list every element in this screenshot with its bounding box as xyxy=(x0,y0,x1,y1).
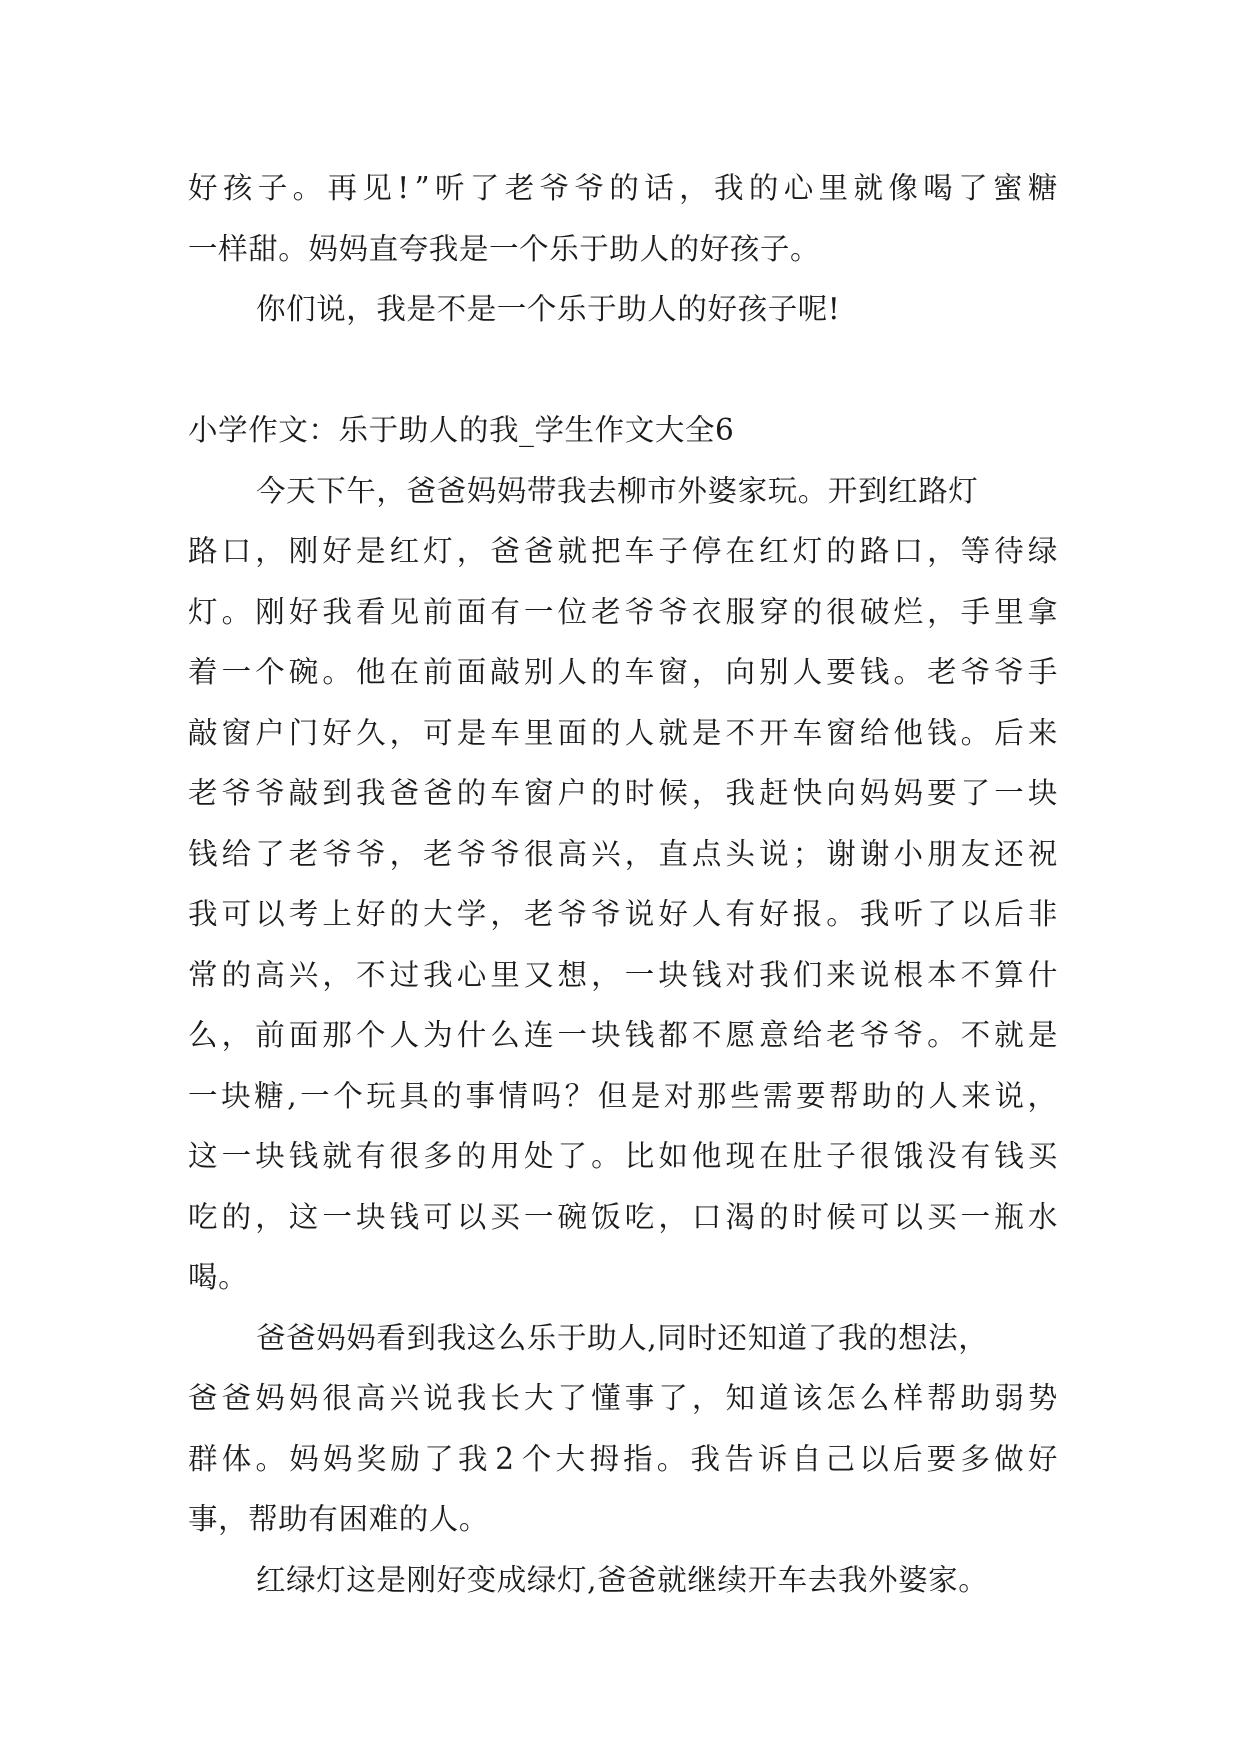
text-line: 喝。 xyxy=(188,1260,249,1294)
text-line: 群 体 。 妈 妈 奖 励 了 我 2 个 大 拇 指 。 我 告 诉 自 己 以 后 要 多 做 好 xyxy=(188,1441,1058,1476)
text-line: 爸 爸 妈 妈 很 高 兴 说 我 长 大 了 懂 事 了 ， 知 道 该 怎 么 样 帮 助 弱 势 xyxy=(188,1381,1058,1415)
text-line: 么 ， 前 面 那 个 人 为 什 么 连 一 块 钱 都 不 愿 意 给 老 爷 爷 。 不 就 是 xyxy=(188,1018,1058,1052)
paragraph-3 xyxy=(188,1550,1058,1611)
text-line: 常 的 高 兴 ， 不 过 我 心 里 又 想 ， 一 块 钱 对 我 们 来 说 根 本 不 算 什 xyxy=(188,957,1058,992)
text-line: 我 可 以 考 上 好 的 大 学 ， 老 爷 爷 说 好 人 有 好 报 。 我 听 了 以 后 非 xyxy=(188,897,1058,931)
document-page xyxy=(188,158,1058,1610)
text-line: 好 孩 子 。 再 见 ! ” 听 了 老 爷 爷 的 话 ， 我 的 心 里 就 像 喝 了 蜜 糖 xyxy=(188,171,1058,205)
text-line: 一样甜。妈妈直夸我是一个乐于助人的好孩子。 xyxy=(188,231,821,266)
text-line: 爸爸妈妈看到我这么乐于助人,同时还知道了我的想法， xyxy=(256,1320,989,1355)
text-line: 一 块 糖 , 一 个 玩 具 的 事 情 吗 ？ 但 是 对 那 些 需 要 帮 助 的 人 来 说 ， xyxy=(188,1078,1058,1113)
text-line: 这 一 块 钱 就 有 很 多 的 用 处 了 。 比 如 他 现 在 肚 子 很 饿 没 有 钱 买 xyxy=(188,1139,1058,1173)
paragraph-2 xyxy=(188,1308,1058,1550)
text-line: 老 爷 爷 敲 到 我 爸 爸 的 车 窗 户 的 时 候 ， 我 赶 快 向 妈 妈 要 了 一 块 xyxy=(188,776,1058,810)
article-title: 小学作文：乐于助人的我_学生作文大全6 xyxy=(188,413,735,447)
text-line: 钱 给 了 老 爷 爷 ， 老 爷 爷 很 高 兴 ， 直 点 头 说 ； 谢 谢 小 朋 友 还 祝 xyxy=(188,836,1058,871)
text-line: 着 一 个 碗 。 他 在 前 面 敲 别 人 的 车 窗 ， 向 别 人 要 钱 。 老 爷 爷 手 xyxy=(188,655,1058,689)
paragraph-gap xyxy=(188,340,1058,401)
text-line: 灯 。 刚 好 我 看 见 前 面 有 一 位 老 爷 爷 衣 服 穿 的 很 破 烂 ， 手 里 拿 xyxy=(188,594,1058,629)
text-line: 吃 的 ， 这 一 块 钱 可 以 买 一 碗 饭 吃 ， 口 渴 的 时 候 可 以 买 一 瓶 水 xyxy=(188,1199,1058,1234)
text-line: 路 口 ， 刚 好 是 红 灯 ， 爸 爸 就 把 车 子 停 在 红 灯 的 路 口 ， 等 待 绿 xyxy=(188,534,1058,568)
text-line: 事，帮助有困难的人。 xyxy=(188,1502,490,1536)
text-line: 今天下午，爸爸妈妈带我去柳市外婆家玩。开到红路灯 xyxy=(256,473,979,508)
text-line: 敲 窗 户 门 好 久 ， 可 是 车 里 面 的 人 就 是 不 开 车 窗 给 他 钱 。 后 来 xyxy=(188,715,1058,750)
closing-line: 你们说，我是不是一个乐于助人的好孩子呢! xyxy=(256,292,841,326)
paragraph-1 xyxy=(188,461,1058,1308)
text-line: 红绿灯这是刚好变成绿灯,爸爸就继续开车去我外婆家。 xyxy=(256,1562,989,1597)
